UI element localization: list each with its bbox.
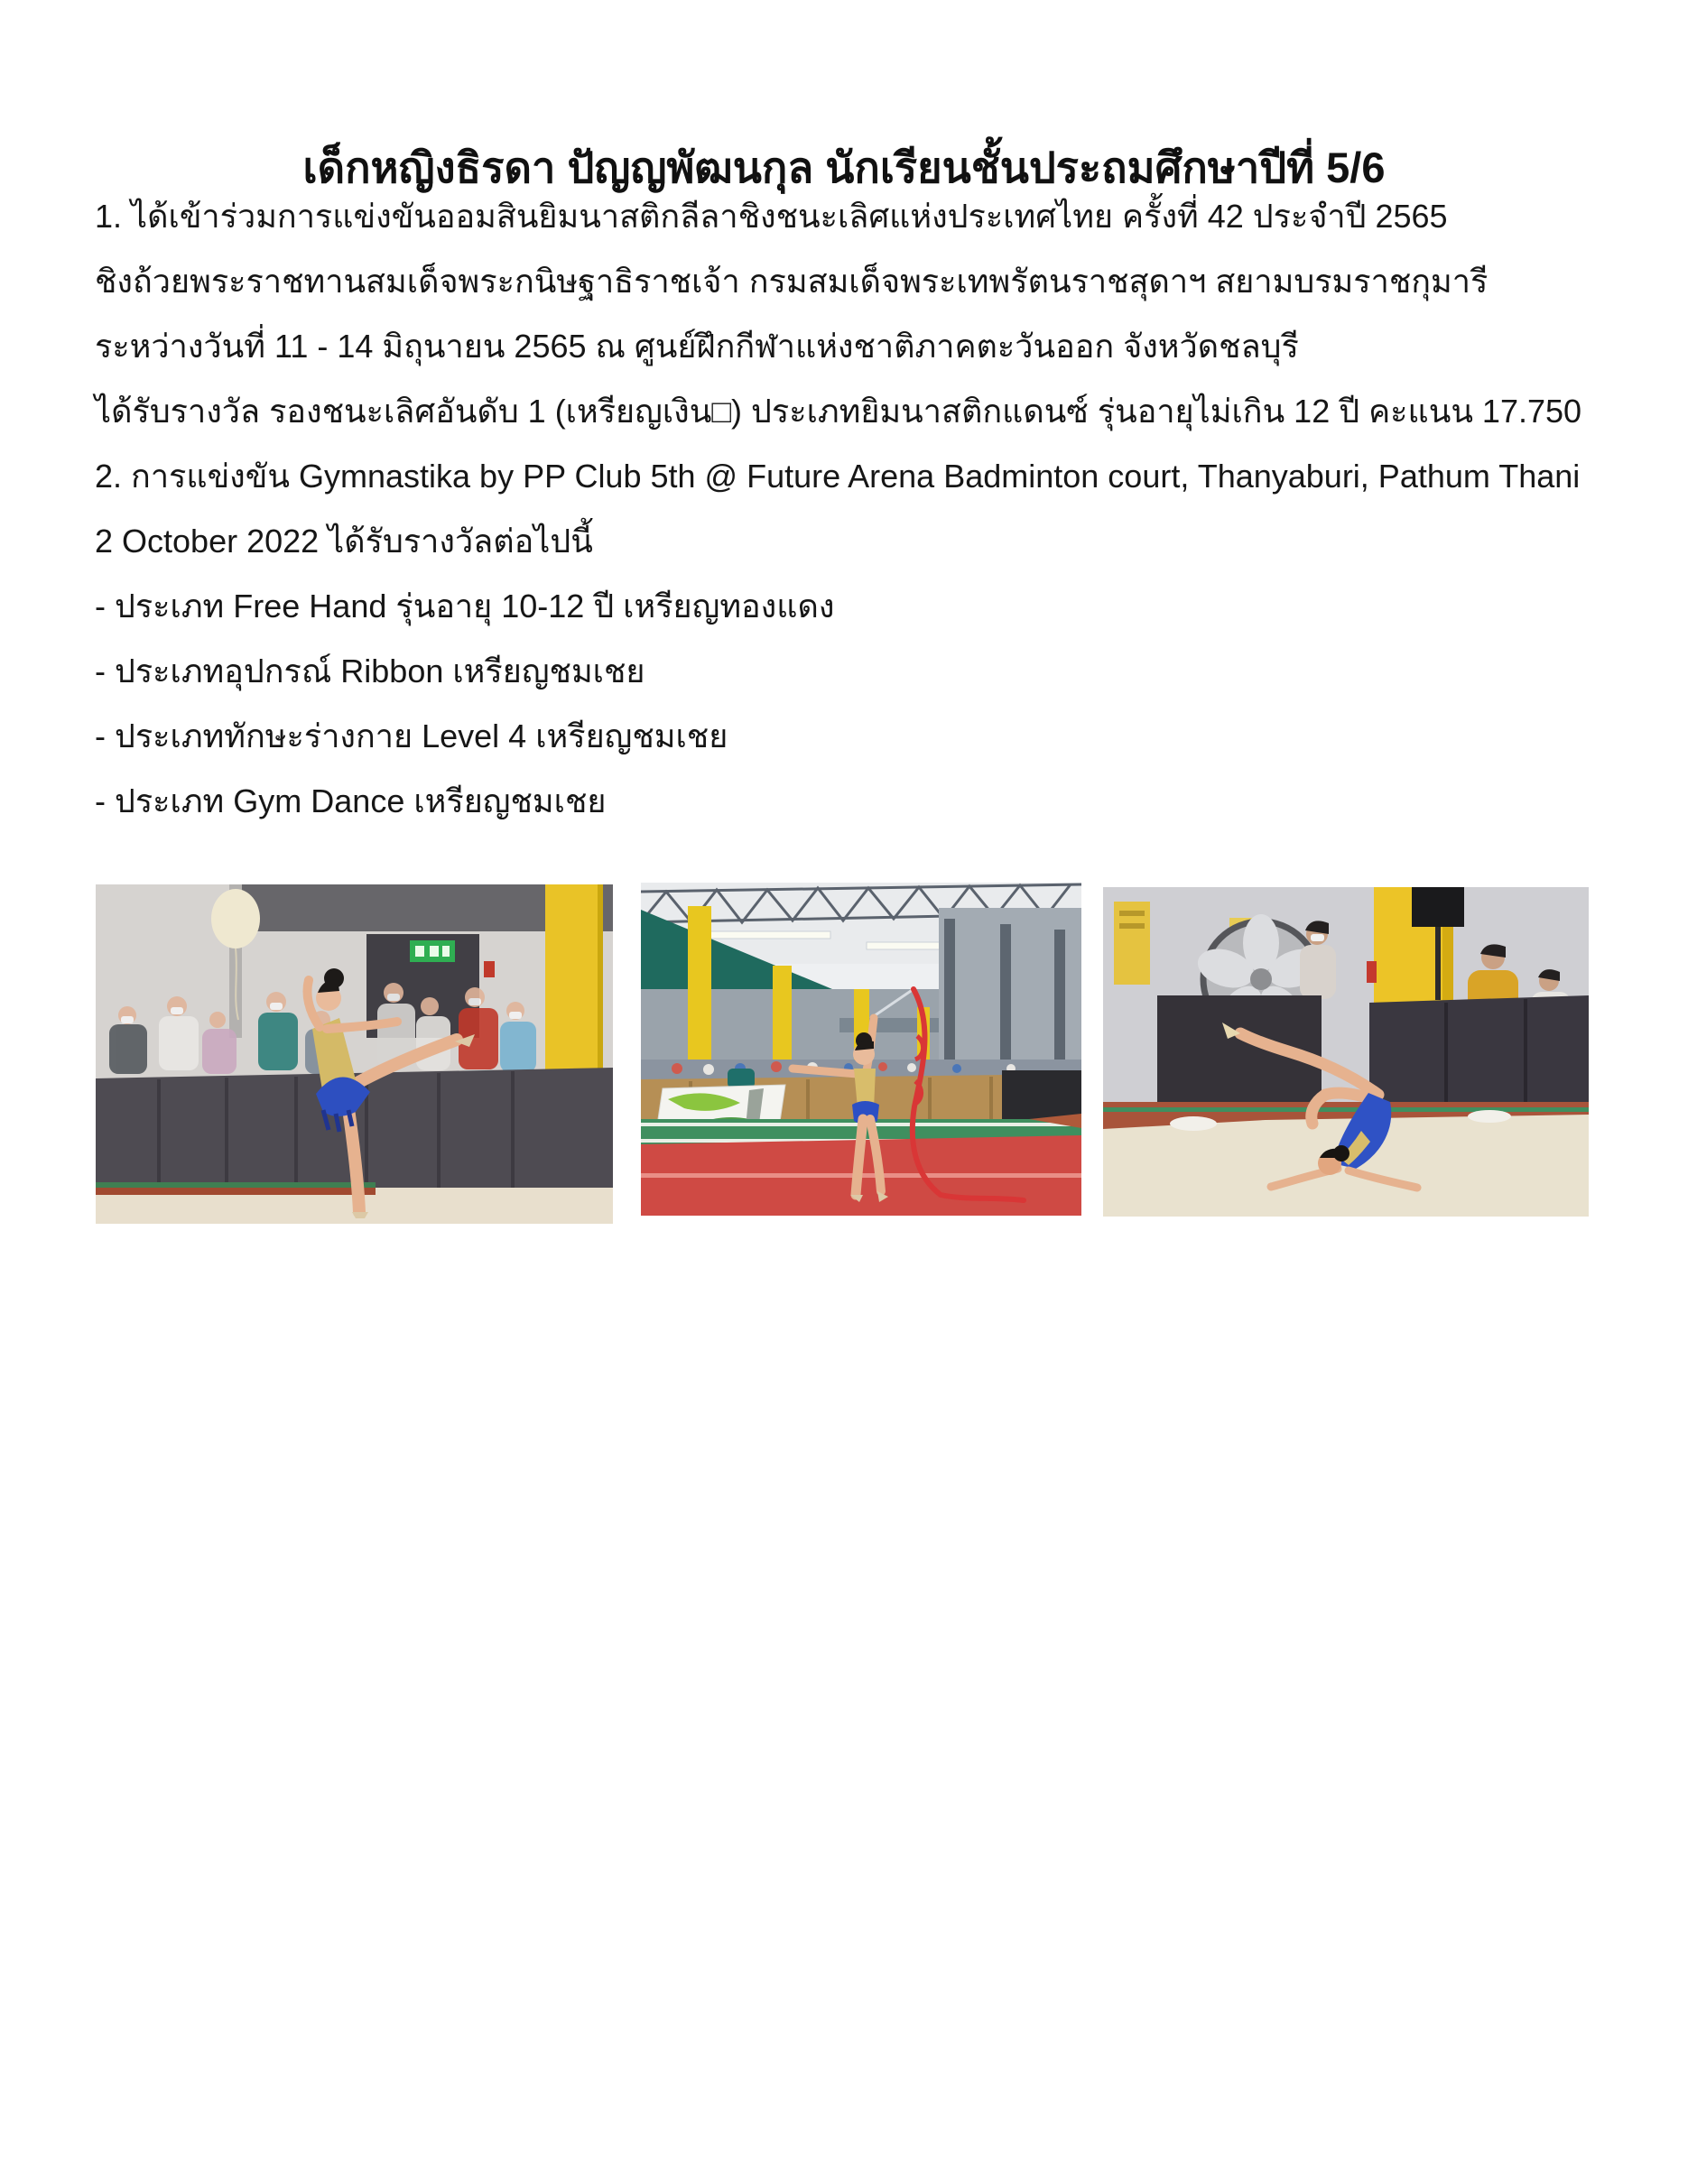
exit-sign-icon: [410, 940, 455, 962]
paragraph-line: 2. การแข่งขัน Gymnastika by PP Club 5th @ Future Arena Badminton court, Thanyaburi, Pathum Thani: [95, 458, 1581, 495]
photo-gymnast-backbend: [1103, 887, 1589, 1217]
photo-1-illustration: [96, 884, 613, 1224]
paragraph-line: - ประเภทอุปกรณ์ Ribbon เหรียญชมเชย: [95, 652, 645, 689]
paragraph-line: 1. ได้เข้าร่วมการแข่งขันออมสินยิมนาสติกลีลาชิงชนะเลิศแห่งประเทศไทย ครั้งที่ 42 ประจำปี 2565: [95, 198, 1448, 235]
barrier-curtain: [1369, 995, 1589, 1113]
paragraph-line: ได้รับรางวัล รองชนะเลิศอันดับ 1 (เหรียญเงิน□) ประเภทยิมนาสติกแดนซ์ รุ่นอายุไม่เกิน 12 ปี คะแนน 17.750: [95, 393, 1582, 430]
photo-3-illustration: [1103, 887, 1589, 1217]
document-body: [95, 184, 1607, 834]
page-title: เด็กหญิงธิรดา ปัญญพัฒนกุล นักเรียนชั้นประถมศึกษาปีที่ 5/6: [302, 143, 1386, 192]
paragraph-line: - ประเภททักษะร่างกาย Level 4 เหรียญชมเชย: [95, 717, 728, 754]
fire-extinguisher: [1367, 961, 1377, 983]
paragraph-line: ระหว่างวันที่ 11 - 14 มิถุนายน 2565 ณ ศูนย์ฝึกกีฬาแห่งชาติภาคตะวันออก จังหวัดชลบุรี: [95, 328, 1299, 365]
photo-gymnast-leg-extension: [96, 884, 613, 1224]
paragraph-line: ชิงถ้วยพระราชทานสมเด็จพระกนิษฐาธิราชเจ้า กรมสมเด็จพระเทพรัตนราชสุดาฯ สยามบรมราชกุมารี: [95, 263, 1489, 300]
paragraph-line: - ประเภท Free Hand รุ่นอายุ 10-12 ปี เหรียญทองแดง: [95, 588, 835, 625]
photo-2-illustration: [641, 883, 1081, 1216]
paragraph-line: 2 October 2022 ได้รับรางวัลต่อไปนี้: [95, 523, 593, 560]
paragraph-line: - ประเภท Gym Dance เหรียญชมเชย: [95, 782, 607, 819]
photo-gymnast-ribbon: [641, 883, 1081, 1216]
